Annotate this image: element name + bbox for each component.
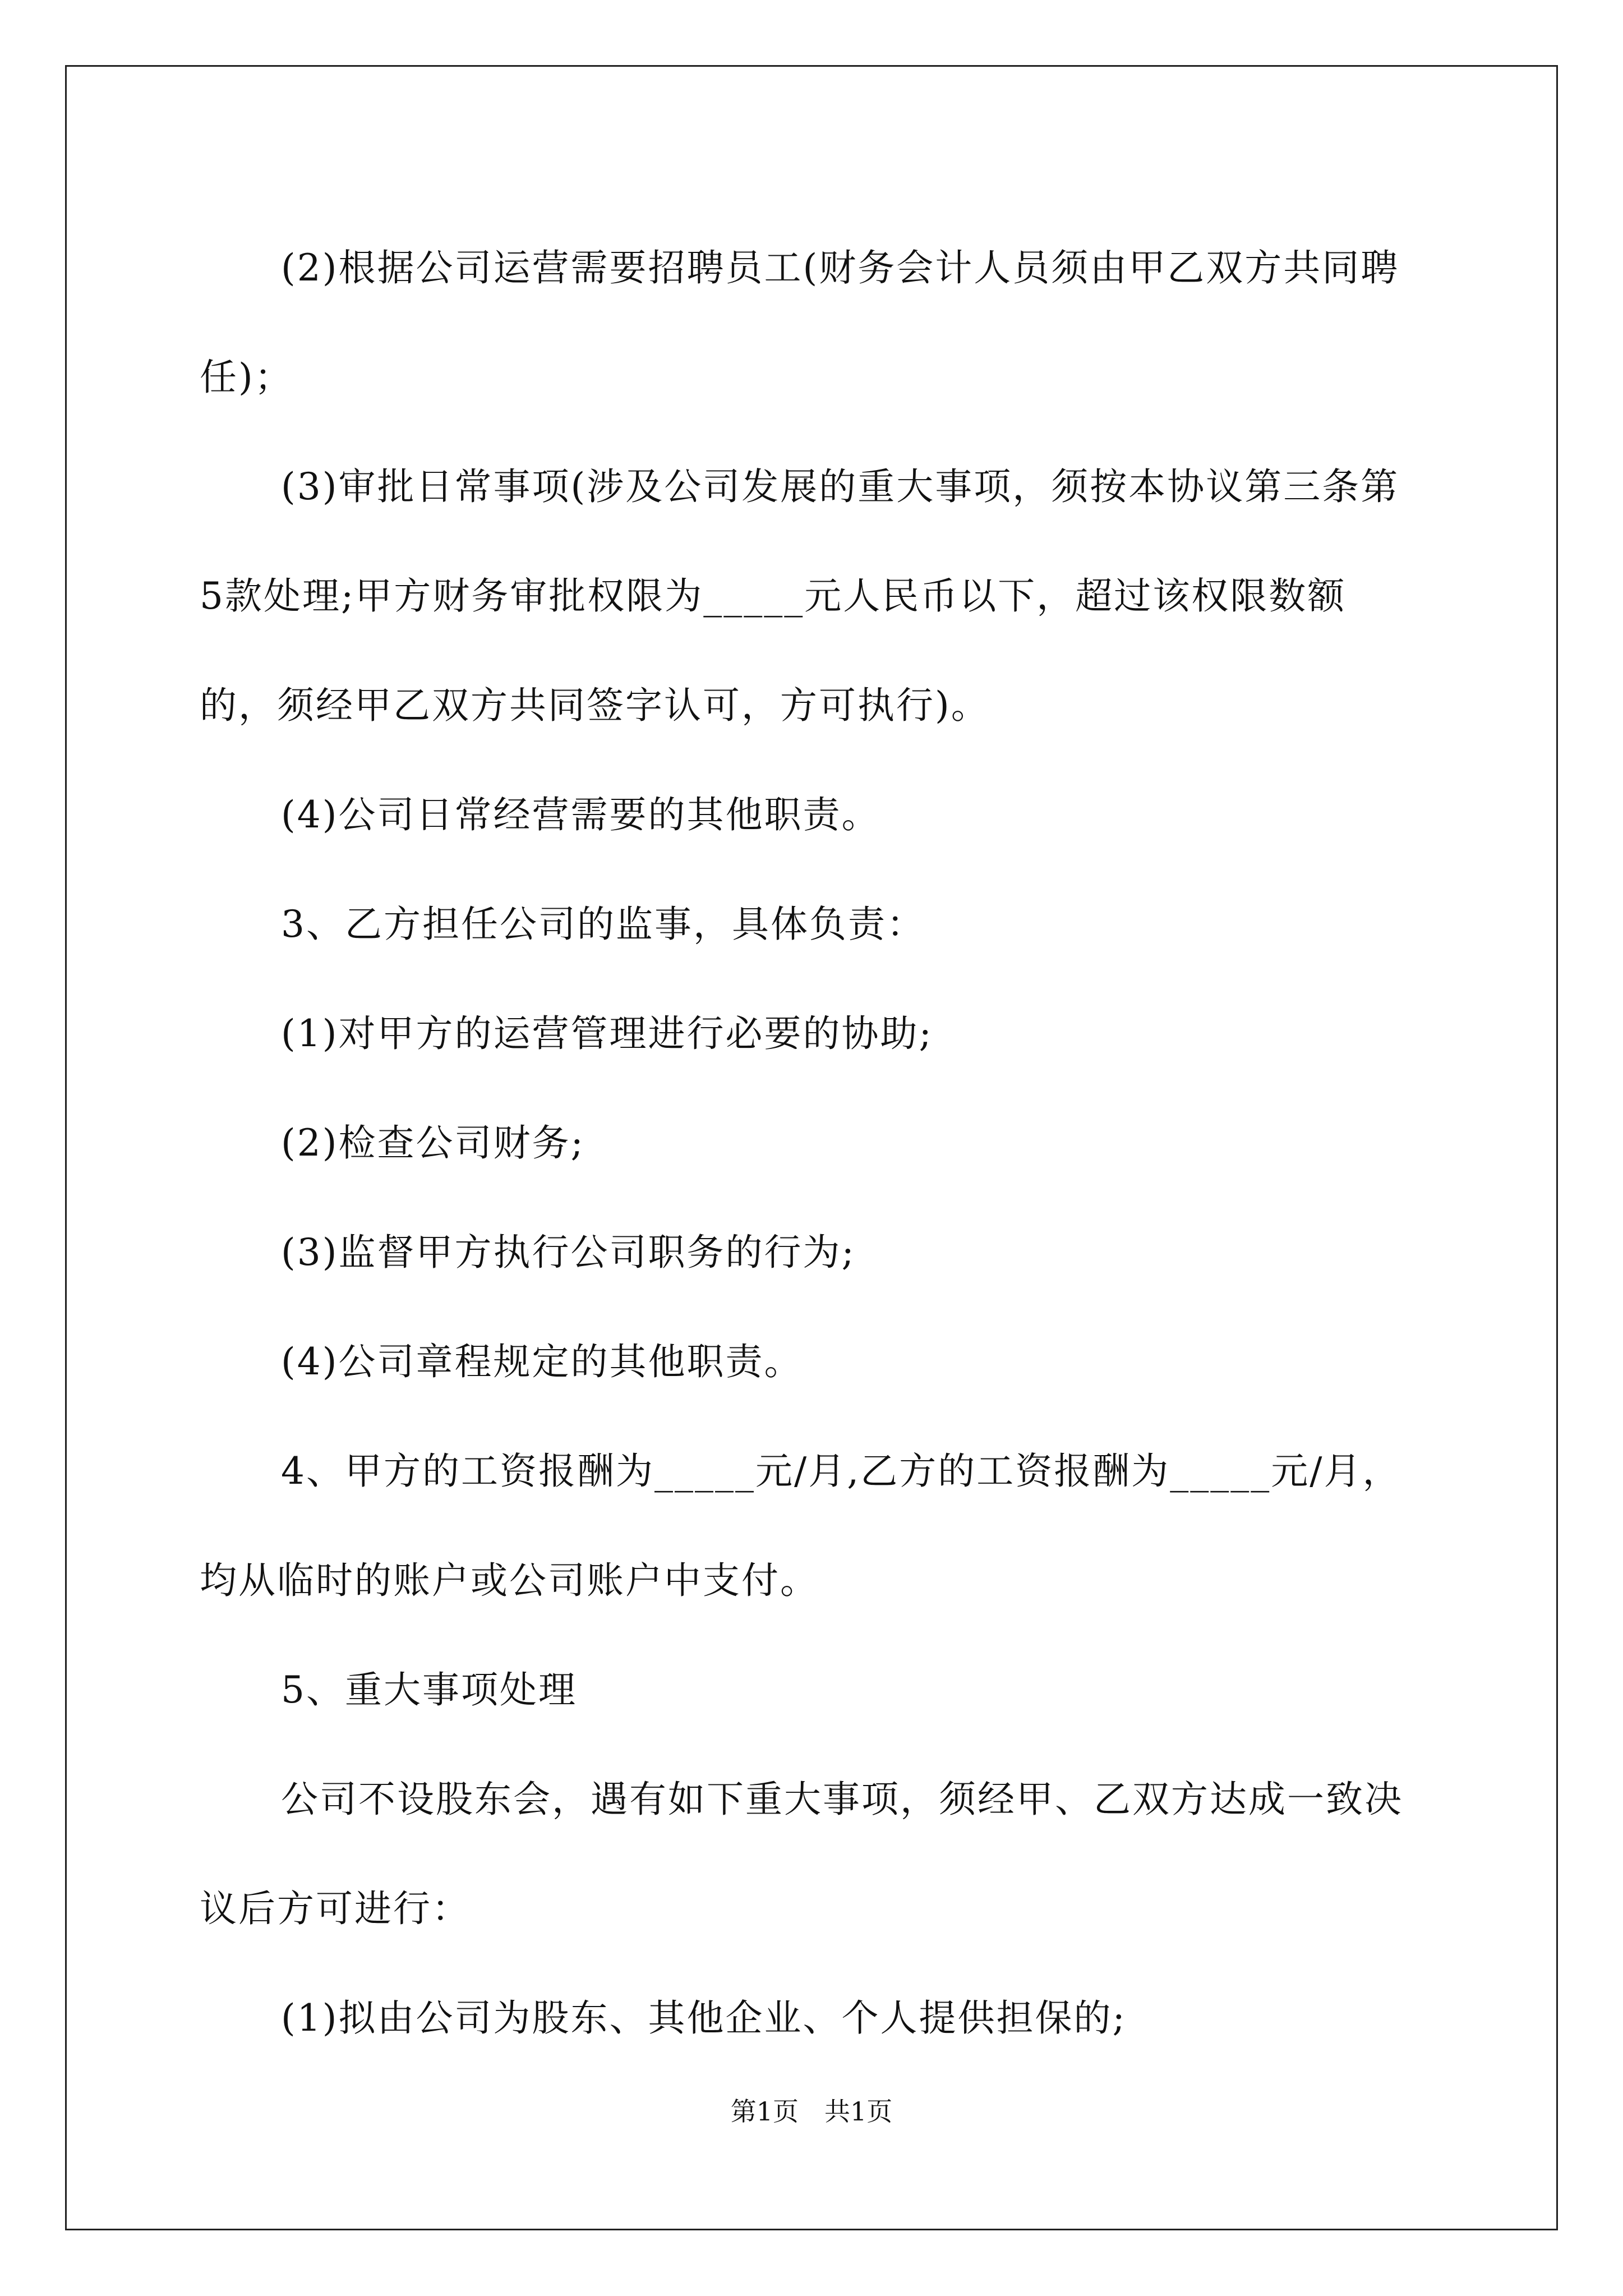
- paragraph: (1)对甲方的运营管理进行必要的协助;: [281, 1012, 933, 1055]
- paragraph: (1)拟由公司为股东、其他企业、个人提供担保的;: [281, 1996, 1127, 2040]
- paragraph: (4)公司章程规定的其他职责。: [281, 1340, 803, 1383]
- paragraph: (4)公司日常经营需要的其他职责。: [281, 793, 880, 836]
- paragraph: (3)审批日常事项(涉及公司发展的重大事项，须按本协议第三条第5款处理;甲方财务审批权限为_____元人民币以下，超过该权限数额的，须经甲乙双方共同签字认可，方可执行)。: [200, 465, 1400, 727]
- paragraph: 公司不设股东会，遇有如下重大事项，须经甲、乙双方达成一致决议后方可进行：: [200, 1778, 1403, 1930]
- paragraph: 3、乙方担任公司的监事，具体负责：: [281, 903, 925, 946]
- paragraph: 5、重大事项处理: [281, 1668, 577, 1711]
- page-footer: 第1页 共1页: [730, 2096, 893, 2127]
- paragraph: (2)根据公司运营需要招聘员工(财务会计人员须由甲乙双方共同聘任)；: [200, 246, 1400, 399]
- paragraph: 4、甲方的工资报酬为_____元/月,乙方的工资报酬为_____元/月，均从临时的账户或公司账户中支付。: [200, 1450, 1401, 1602]
- paragraph: (3)监督甲方执行公司职务的行为;: [281, 1231, 856, 1274]
- paragraph: (2)检查公司财务;: [281, 1121, 585, 1165]
- document-body: [200, 213, 1423, 2073]
